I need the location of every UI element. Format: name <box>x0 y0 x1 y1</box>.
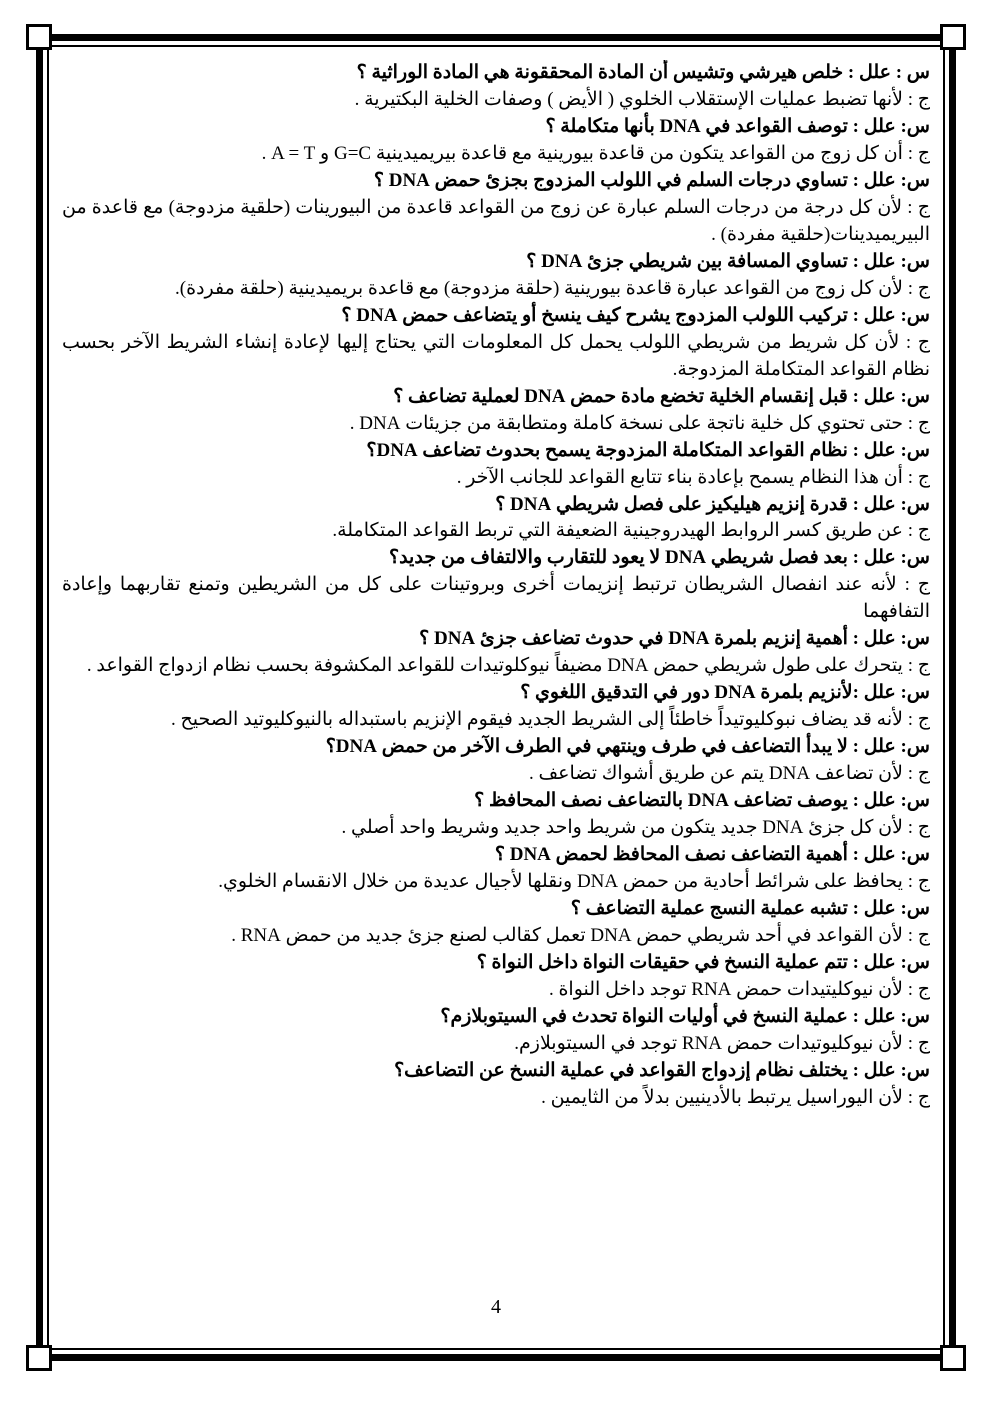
qa-item <box>62 303 930 384</box>
question-line: س: علل : تركيب اللولب المزدوج يشرح كيف ينسخ أو يتضاعف حمض DNA ؟ <box>341 304 930 326</box>
qa-item <box>62 734 930 788</box>
answer-line: ج : لأن القواعد في أحد شريطي حمض DNA تعمل كقالب لصنع جزئ جديد من حمض RNA . <box>231 925 930 946</box>
qa-item <box>62 626 930 680</box>
qa-item <box>62 249 930 303</box>
qa-item <box>62 168 930 249</box>
qa-item <box>62 1004 930 1058</box>
qa-item <box>62 114 930 168</box>
answer-line: ج : لأن كل زوج من القواعد عبارة قاعدة بيورينية (حلقة مزدوجة) مع قاعدة بريميدينية (حلقة مفردة). <box>175 277 930 299</box>
question-line: س: علل : تساوي درجات السلم في اللولب المزدوج بجزئ حمض DNA ؟ <box>373 169 930 191</box>
answer-line: ج : لأن نيوكليوتيدات حمض RNA توجد في السيتوبلازم. <box>514 1032 930 1054</box>
question-line: س: علل : توصف القواعد في DNA بأنها متكاملة ؟ <box>545 115 930 137</box>
page-number: 4 <box>491 1296 501 1318</box>
corner-ornament-bottom-left <box>26 1345 52 1371</box>
answer-line: ج : يحافظ على شرائط أحادية من حمض DNA ونقلها لأجيال عديدة من خلال الانقسام الخلوي. <box>218 871 930 893</box>
corner-ornament-top-right <box>940 24 966 50</box>
corner-ornament-top-left <box>26 24 52 50</box>
qa-item <box>62 438 930 492</box>
answer-line: ج : لأن تضاعف DNA يتم عن طريق أشواك تضاعف . <box>528 763 930 785</box>
answer-line: ج : أن كل زوج من القواعد يتكون من قاعدة بيورينية مع قاعدة بيريميدينية G=C و A = T . <box>261 142 930 164</box>
qa-item <box>62 842 930 896</box>
question-line: س: علل : أهمية إنزيم بلمرة DNA في حدوث تضاعف جزئ DNA ؟ <box>419 628 930 650</box>
answer-line: ج : لأنه قد يضاف نبوكليوتيداً خاطئاً إلى الشريط الجديد فيقوم الإنزيم باستبداله بالنيوكليوتيد الصحيح . <box>171 709 930 731</box>
answer-line: ج : لأنها تضبط عمليات الإستقلاب الخلوي ( الأيض ) وصفات الخلية البكتيرية . <box>354 88 930 110</box>
question-line: س: علل : يوصف تضاعف DNA بالتضاعف نصف المحافظ ؟ <box>474 790 930 812</box>
answer-line: ج : أن هذا النظام يسمح بإعادة بناء تتابع القواعد للجانب الآخر . <box>456 466 930 488</box>
question-line: س: علل : تشبه عملية النسج عملية التضاعف ؟ <box>570 898 930 920</box>
question-line: س: علل : بعد فصل شريطي DNA لا يعود للتقارب والالتفاف من جديد؟ <box>389 547 930 569</box>
question-line: س: علل : يختلف نظام إزدواج القواعد في عملية النسخ عن التضاعف؟ <box>394 1059 930 1081</box>
answer-line: ج : لأن كل درجة من درجات السلم عبارة عن زوج من القواعد قاعدة من البيورينات (حلقية مزدوجة) مع قاعدة من البيريميدينات(حلقية مفردة) . <box>62 196 930 245</box>
corner-ornament-bottom-right <box>940 1345 966 1371</box>
qa-item <box>62 492 930 546</box>
answer-line: ج : لأن نيوكليتيدات حمض RNA توجد داخل النواة . <box>548 978 930 1000</box>
question-line: س: علل :لأنزيم بلمرة DNA دور في التدقيق اللغوي ؟ <box>520 682 930 704</box>
qa-item <box>62 384 930 438</box>
question-line: س: علل : نظام القواعد المتكاملة المزدوجة يسمح بحدوث تضاعف DNA؟ <box>366 439 930 461</box>
answer-line: ج : لأنه عند انفصال الشريطان ترتبط إنزيمات أخرى وبروتينات على كل من الشريطين وتمنع تقاربهما وإعادة التفافهما <box>62 574 930 623</box>
qa-item <box>62 950 930 1004</box>
page-content <box>62 60 930 1337</box>
answer-line: ج : لأن كل شريط من شريطي اللولب يحمل كل المعلومات التي يحتاج إليها لإعادة إنشاء الشريط الآخر بحسب نظام القواعد المتكاملة المزدوجة. <box>62 331 930 380</box>
qa-item <box>62 896 930 950</box>
question-line: س: علل : قدرة إنزيم هيليكيز على فصل شريطي DNA ؟ <box>495 493 930 515</box>
question-line: س: علل : تتم عملية النسخ في حقيقات النواة داخل النواة ؟ <box>476 951 930 973</box>
answer-line: ج : يتحرك على طول شريطي حمض DNA مضيفاً نيوكلوتيدات للقواعد المكشوفة بحسب نظام ازدواج القواعد . <box>86 655 930 677</box>
qa-item <box>62 680 930 734</box>
answer-line: ج : لأن اليوراسيل يرتبط بالأدينيين بدلاً من الثايمين . <box>541 1086 930 1108</box>
qa-item <box>62 60 930 114</box>
answer-line: ج : حتى تحتوي كل خلية ناتجة على نسخة كاملة ومتطابقة من جزيئات DNA . <box>349 412 930 434</box>
qa-item <box>62 788 930 842</box>
qa-item <box>62 545 930 626</box>
question-line: س: علل : لا يبدأ التضاعف في طرف وينتهي في الطرف الآخر من حمض DNA؟ <box>325 736 930 758</box>
question-line: س: علل : عملية النسخ في أوليات النواة تحدث في السيتوبلازم؟ <box>440 1005 930 1027</box>
question-line: س : علل : خلص هيرشي وتشيس أن المادة المحققونة هي المادة الوراثية ؟ <box>356 62 930 83</box>
qa-item <box>62 1058 930 1112</box>
question-answer-list <box>62 60 930 1112</box>
question-line: س: علل : أهمية التضاعف نصف المحافظ لحمض DNA ؟ <box>494 844 930 866</box>
question-line: س: علل : تساوي المسافة بين شريطي جزئ DNA ؟ <box>526 250 930 272</box>
answer-line: ج : عن طريق كسر الروابط الهيدروجينية الضعيفة التي تربط القواعد المتكاملة. <box>332 520 930 542</box>
question-line: س: علل : قبل إنقسام الخلية تخضع مادة حمض DNA لعملية تضاعف ؟ <box>393 385 930 407</box>
answer-line: ج : لأن كل جزئ DNA جديد يتكون من شريط واحد جديد وشريط واحد أصلي . <box>341 817 930 839</box>
